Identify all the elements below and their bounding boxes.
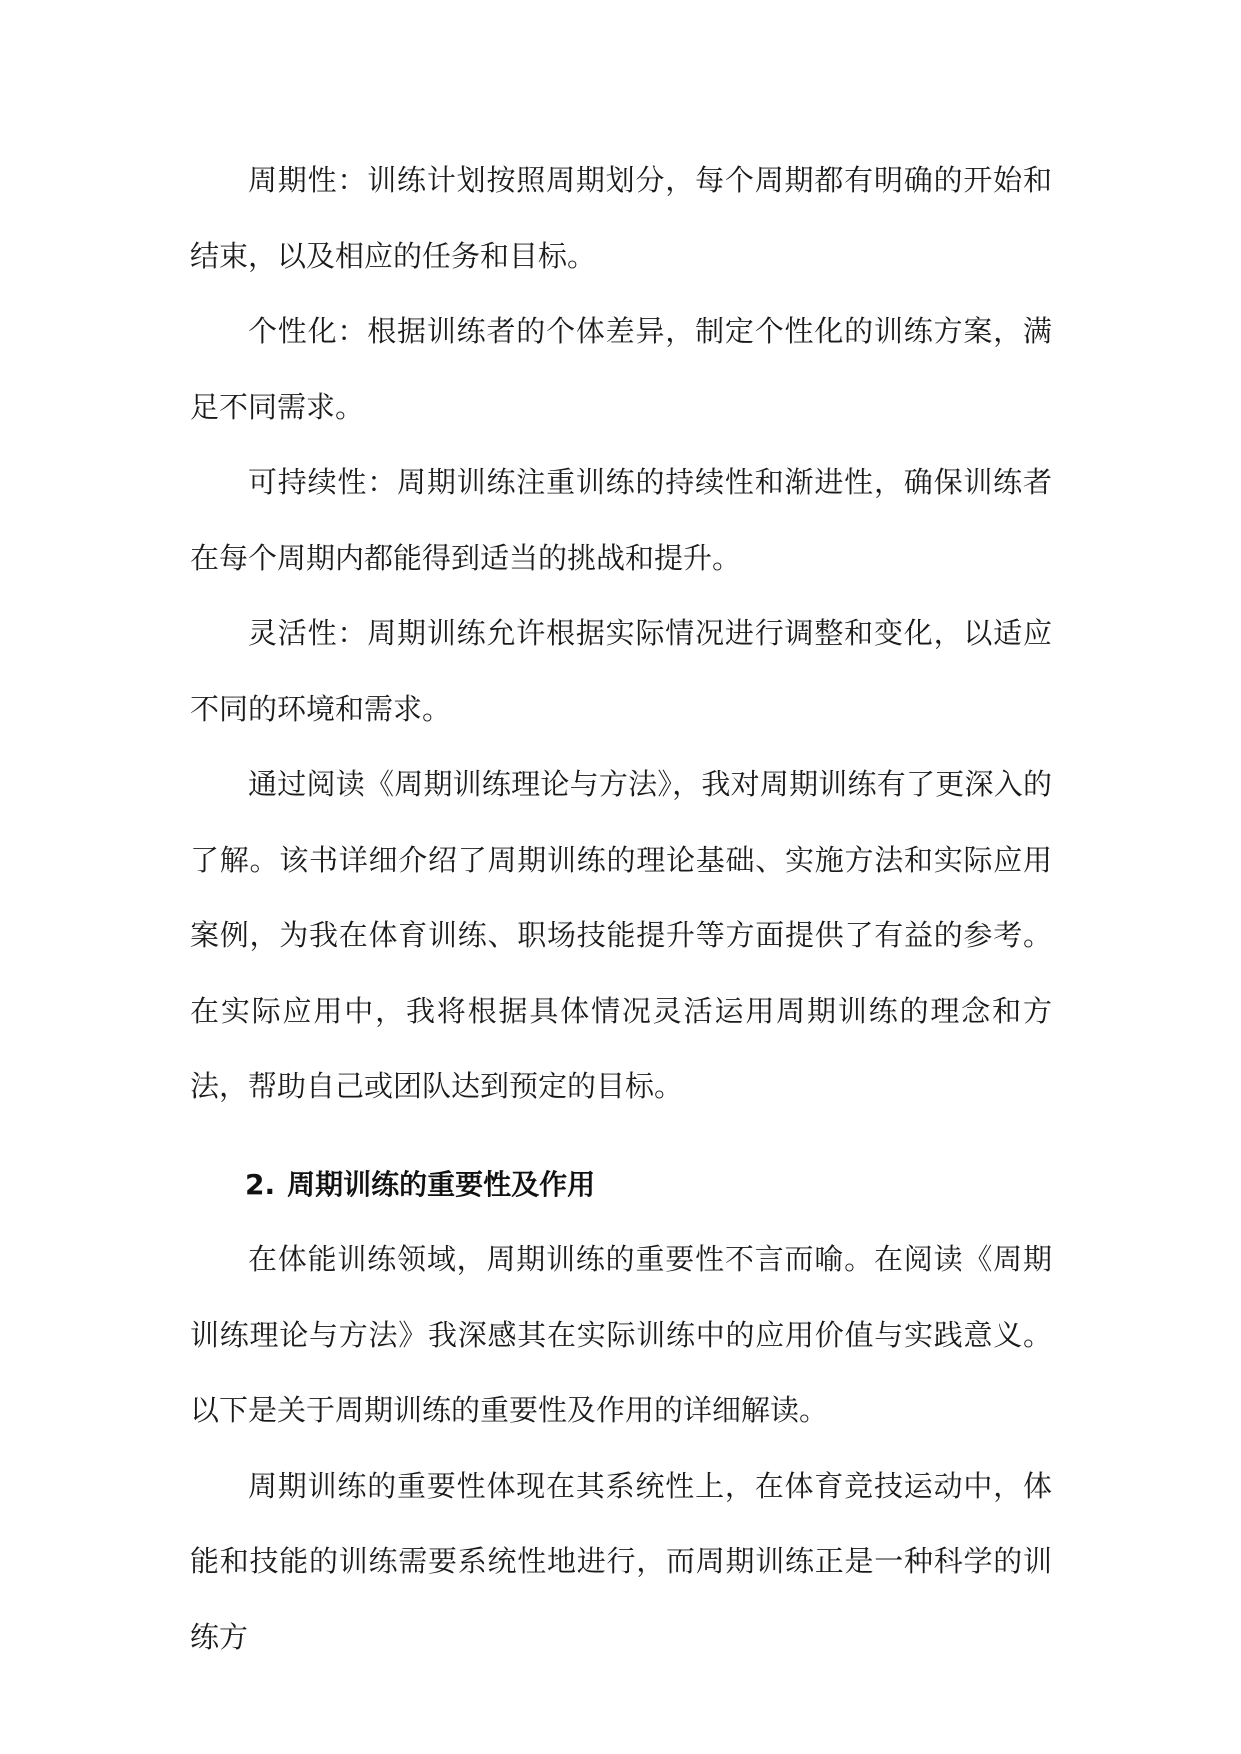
paragraph-systematic: 周期训练的重要性体现在其系统性上，在体育竞技运动中，体能和技能的训练需要系统性地进行，而周期训练正是一种科学的训练方 (190, 1468, 1052, 1654)
paragraph-personalization: 个性化：根据训练者的个体差异，制定个性化的训练方案，满足不同需求。 (190, 314, 1052, 424)
document-page (190, 143, 1052, 1675)
section-number: 2. (245, 1167, 276, 1201)
section-title: 周期训练的重要性及作用 (287, 1167, 596, 1201)
paragraph-flexibility: 灵活性：周期训练允许根据实际情况进行调整和变化，以适应不同的环境和需求。 (190, 616, 1052, 726)
section-heading (190, 1147, 1052, 1223)
paragraph-reading-summary: 通过阅读《周期训练理论与方法》，我对周期训练有了更深入的了解。该书详细介绍了周期训练的理论基础、实施方法和实际应用案例，为我在体育训练、职场技能提升等方面提供了有益的参考。在实际应用中，我将根据具体情况灵活运用周期训练的理念和方法，帮助自己或团队达到预定的目标。 (190, 767, 1052, 1103)
paragraph-importance-intro: 在体能训练领域，周期训练的重要性不言而喻。在阅读《周期训练理论与方法》我深感其在实际训练中的应用价值与实践意义。以下是关于周期训练的重要性及作用的详细解读。 (190, 1242, 1052, 1427)
paragraph-sustainability: 可持续性：周期训练注重训练的持续性和渐进性，确保训练者在每个周期内都能得到适当的挑战和提升。 (190, 465, 1052, 575)
paragraph-periodicity: 周期性：训练计划按照周期划分，每个周期都有明确的开始和结束，以及相应的任务和目标。 (190, 163, 1052, 273)
